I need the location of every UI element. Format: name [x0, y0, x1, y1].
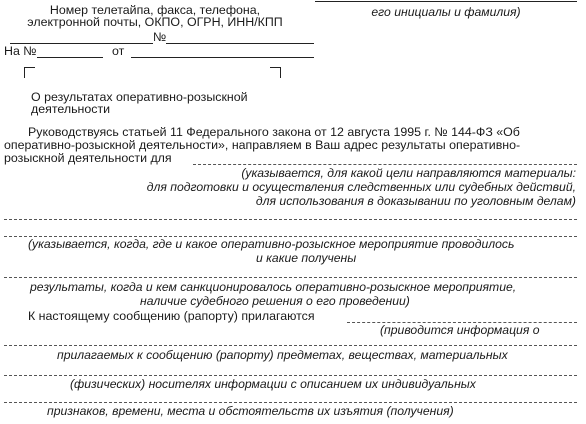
event-hint-line-1: (указывается, когда, где и какое оперативно-розыскное мероприятие проводилось	[28, 237, 515, 251]
attachment-hint-line-4: признаков, времени, места и обстоятельств их изъятия (получения)	[47, 404, 454, 418]
number-right-line	[166, 43, 314, 44]
attachment-hint-line-2: прилагаемых к сообщению (рапорту) предметах, веществах, материальных	[57, 348, 508, 362]
date-line	[131, 57, 314, 58]
fill-line-6	[4, 402, 577, 403]
subject-line-2: деятельности	[31, 102, 111, 116]
body-paragraph-line-3: розыскной деятельности для	[4, 151, 172, 165]
fill-line-4	[4, 345, 577, 346]
subject-corner-left	[24, 67, 35, 78]
signatory-caption: его инициалы и фамилия)	[371, 5, 521, 19]
event-hint-line-2: и какие получены	[256, 251, 357, 265]
fill-line-3	[4, 277, 577, 278]
sanction-hint-line-2: наличие судебного решения о его проведении)	[140, 294, 410, 308]
fill-line-5	[4, 375, 577, 376]
purpose-fill-line	[193, 164, 577, 165]
body-paragraph-line-2: оперативно-розыскной деятельности», направляем в Ваш адрес результаты оперативно-	[4, 138, 521, 152]
attachment-hint-line-3: (физических) носителях информации с описанием их индивидуальных	[70, 377, 476, 391]
sanction-hint-line-1: результаты, когда и кем санкционировалось оперативно-розыскное мероприятие,	[30, 280, 517, 294]
signatory-line	[315, 1, 577, 2]
contacts-line-1: Номер телетайпа, факса, телефона,	[49, 3, 261, 17]
fill-line-1	[4, 219, 577, 220]
purpose-hint-line-2: для подготовки и осуществления следственных или судебных действий,	[146, 180, 576, 194]
subject-line-1: О результатах оперативно-розыскной	[31, 90, 248, 104]
subject-corner-right	[270, 67, 281, 78]
purpose-hint-line-3: для использования в доказывании по уголовным делам)	[255, 194, 576, 208]
to-number-label: На №	[4, 44, 37, 58]
contacts-line-2: электронной почты, ОКПО, ОГРН, ИНН/КПП	[27, 15, 283, 29]
body-paragraph-line-1: Руководствуясь статьей 11 Федерального закона от 12 августа 1995 г. № 144-ФЗ «Об	[28, 125, 520, 139]
attachment-text: К настоящему сообщению (рапорту) прилагаются	[28, 309, 315, 323]
purpose-hint-line-1: (указывается, для какой цели направляются материалы:	[241, 166, 576, 180]
number-label: №	[153, 30, 167, 44]
date-label: от	[112, 44, 125, 58]
to-number-line	[37, 57, 103, 58]
attachment-hint-line-1: (приводится информация о	[380, 323, 540, 337]
